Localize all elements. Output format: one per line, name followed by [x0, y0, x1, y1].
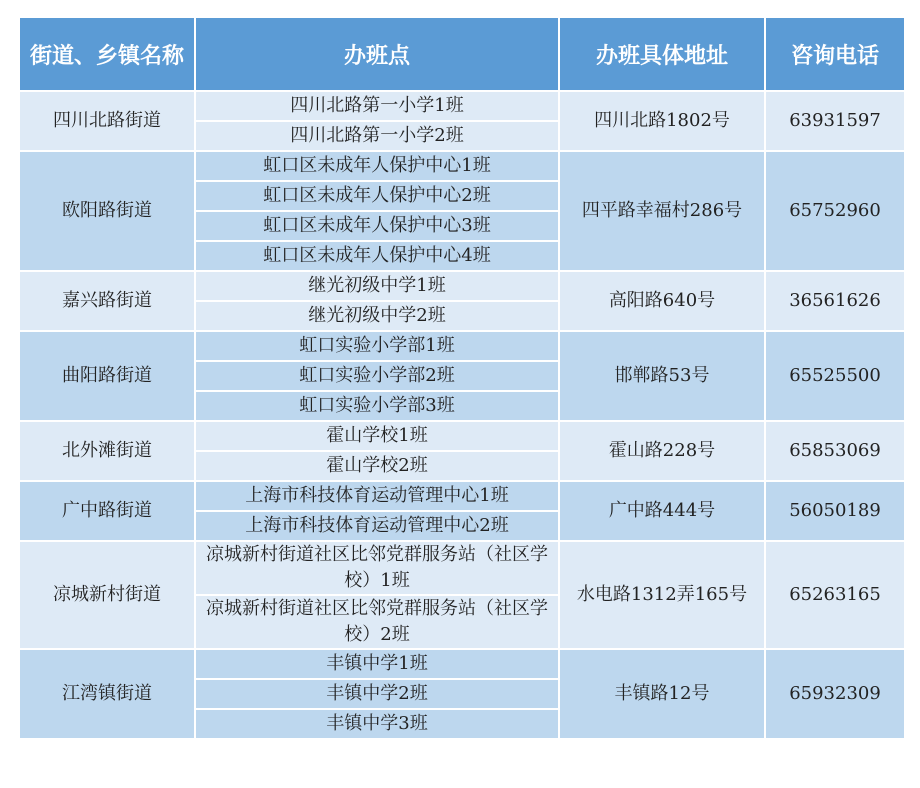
site-address: 高阳路640号 [559, 271, 765, 331]
header-district: 街道、乡镇名称 [19, 17, 195, 91]
table-row [19, 481, 905, 511]
site-name: 虹口实验小学部2班 [195, 361, 559, 391]
site-address: 四平路幸福村286号 [559, 151, 765, 271]
class-location-table-wrap [18, 16, 904, 740]
district-name: 曲阳路街道 [19, 331, 195, 421]
header-phone: 咨询电话 [765, 17, 905, 91]
header-address: 办班具体地址 [559, 17, 765, 91]
district-name: 凉城新村街道 [19, 541, 195, 649]
table-row [19, 91, 905, 121]
site-name: 继光初级中学1班 [195, 271, 559, 301]
site-name: 霍山学校1班 [195, 421, 559, 451]
site-name: 丰镇中学1班 [195, 649, 559, 679]
site-name: 虹口区未成年人保护中心2班 [195, 181, 559, 211]
table-row [19, 541, 905, 595]
class-location-table [18, 16, 906, 740]
contact-phone: 65263165 [765, 541, 905, 649]
site-name: 虹口区未成年人保护中心3班 [195, 211, 559, 241]
site-address: 广中路444号 [559, 481, 765, 541]
site-name: 虹口实验小学部1班 [195, 331, 559, 361]
table-row [19, 151, 905, 181]
district-name: 四川北路街道 [19, 91, 195, 151]
table-row [19, 649, 905, 679]
table-row [19, 271, 905, 301]
site-address: 水电路1312弄165号 [559, 541, 765, 649]
contact-phone: 65525500 [765, 331, 905, 421]
site-name: 凉城新村街道社区比邻党群服务站（社区学校）1班 [195, 541, 559, 595]
table-row [19, 421, 905, 451]
contact-phone: 65932309 [765, 649, 905, 739]
site-address: 丰镇路12号 [559, 649, 765, 739]
contact-phone: 65853069 [765, 421, 905, 481]
site-name: 虹口区未成年人保护中心4班 [195, 241, 559, 271]
table-row [19, 331, 905, 361]
contact-phone: 65752960 [765, 151, 905, 271]
site-name: 四川北路第一小学2班 [195, 121, 559, 151]
site-name: 虹口实验小学部3班 [195, 391, 559, 421]
site-name: 凉城新村街道社区比邻党群服务站（社区学校）2班 [195, 595, 559, 649]
site-name: 上海市科技体育运动管理中心2班 [195, 511, 559, 541]
site-address: 邯郸路53号 [559, 331, 765, 421]
site-name: 虹口区未成年人保护中心1班 [195, 151, 559, 181]
table-header-row [19, 17, 905, 91]
site-name: 继光初级中学2班 [195, 301, 559, 331]
district-name: 欧阳路街道 [19, 151, 195, 271]
contact-phone: 56050189 [765, 481, 905, 541]
district-name: 嘉兴路街道 [19, 271, 195, 331]
district-name: 北外滩街道 [19, 421, 195, 481]
site-address: 霍山路228号 [559, 421, 765, 481]
site-name: 四川北路第一小学1班 [195, 91, 559, 121]
district-name: 广中路街道 [19, 481, 195, 541]
site-name: 上海市科技体育运动管理中心1班 [195, 481, 559, 511]
contact-phone: 63931597 [765, 91, 905, 151]
site-name: 丰镇中学3班 [195, 709, 559, 739]
site-name: 霍山学校2班 [195, 451, 559, 481]
district-name: 江湾镇街道 [19, 649, 195, 739]
header-site: 办班点 [195, 17, 559, 91]
site-name: 丰镇中学2班 [195, 679, 559, 709]
contact-phone: 36561626 [765, 271, 905, 331]
site-address: 四川北路1802号 [559, 91, 765, 151]
